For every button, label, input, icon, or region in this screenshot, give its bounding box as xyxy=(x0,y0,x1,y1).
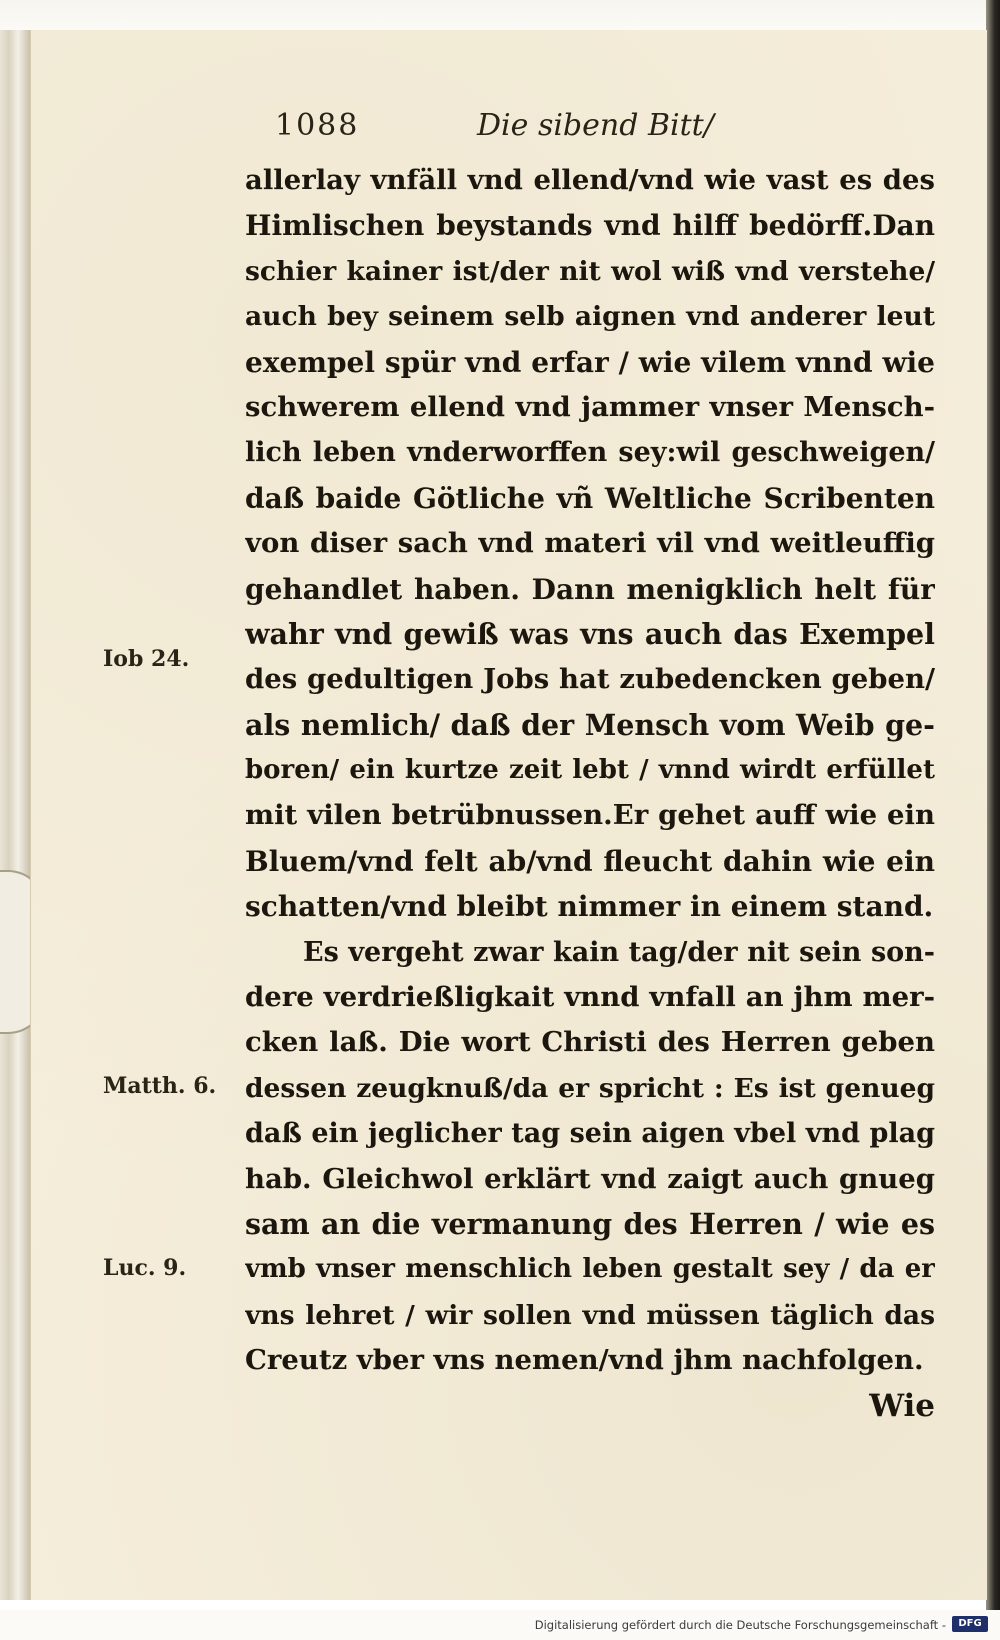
footer-bar xyxy=(0,1610,1000,1640)
margin-note-job: Iob 24. xyxy=(103,646,190,672)
text-line: schier kainer ist/der nit wol wiß vnd verstehe/ xyxy=(245,255,935,287)
running-head: Die sibend Bitt/ xyxy=(477,108,714,143)
margin-note-luc: Luc. 9. xyxy=(103,1255,187,1281)
text-line: mit vilen betrübnussen.Er gehet auff wie ein xyxy=(245,799,935,832)
footer-credit: Digitalisierung gefördert durch die Deutsche Forschungsgemeinschaft - xyxy=(534,1618,946,1632)
margin-note-matth: Matth. 6. xyxy=(103,1073,217,1099)
book-page xyxy=(30,30,987,1600)
text-line: Himlischen beystands vnd hilff bedörff.Dan xyxy=(245,209,935,243)
text-line: vmb vnser menschlich leben gestalt sey / da er xyxy=(245,1254,935,1285)
text-line: dere verdrießligkait vnnd vnfall an jhm mer- xyxy=(245,981,935,1014)
text-line: schatten/vnd bleibt nimmer in einem stand. xyxy=(245,890,934,924)
text-line: auch bey seinem selb aignen vnd anderer leut xyxy=(245,301,935,333)
text-line: hab. Gleichwol erklärt vnd zaigt auch gnueg xyxy=(245,1162,935,1195)
text-line: allerlay vnfäll vnd ellend/vnd wie vast es des xyxy=(245,164,935,196)
text-line: von diser sach vnd materi vil vnd weitleuffig xyxy=(245,527,935,560)
page-header xyxy=(245,108,765,158)
text-line: Creutz vber vns nemen/vnd jhm nachfolgen. xyxy=(245,1344,924,1377)
text-line: schwerem ellend vnd jammer vnser Mensch- xyxy=(245,390,935,423)
text-line: wahr vnd gewiß was vns auch das Exempel xyxy=(245,616,935,651)
text-line: des gedultigen Jobs hat zubedencken geben/ xyxy=(245,663,935,696)
text-line: Es vergeht zwar kain tag/der nit sein son- xyxy=(303,936,935,968)
body-text xyxy=(245,158,935,1429)
text-line: exempel spür vnd erfar / wie vilem vnnd wie xyxy=(245,345,935,379)
text-line: lich leben vnderworffen sey:wil geschweigen/ xyxy=(245,437,935,469)
text-line: daß ein jeglicher tag sein aigen vbel vnd plag xyxy=(245,1118,935,1150)
text-line: daß baide Götliche vñ Weltliche Scribenten xyxy=(245,481,935,515)
text-line: gehandlet haben. Dann menigklich helt für xyxy=(245,572,935,606)
dfg-logo: DFG xyxy=(952,1616,988,1632)
scan-top-edge xyxy=(0,0,1000,30)
text-line: Bluem/vnd felt ab/vnd fleucht dahin wie ein xyxy=(245,844,935,878)
scan-right-edge xyxy=(986,0,1000,1610)
text-line: cken laß. Die wort Christi des Herren geben xyxy=(245,1026,935,1059)
text-line: vns lehret / wir sollen vnd müssen täglich das xyxy=(245,1299,935,1331)
text-line: boren/ ein kurtze zeit lebt / vnnd wirdt erfüllet xyxy=(245,755,935,786)
catchword: Wie xyxy=(869,1387,935,1424)
book-fore-edge xyxy=(0,30,31,1600)
text-line: als nemlich/ daß der Mensch vom Weib ge- xyxy=(245,707,935,742)
text-line: sam an die vermanung des Herren / wie es xyxy=(245,1206,935,1241)
text-line: dessen zeugknuß/da er spricht : Es ist genueg xyxy=(245,1072,935,1104)
page-number: 1088 xyxy=(275,108,360,143)
